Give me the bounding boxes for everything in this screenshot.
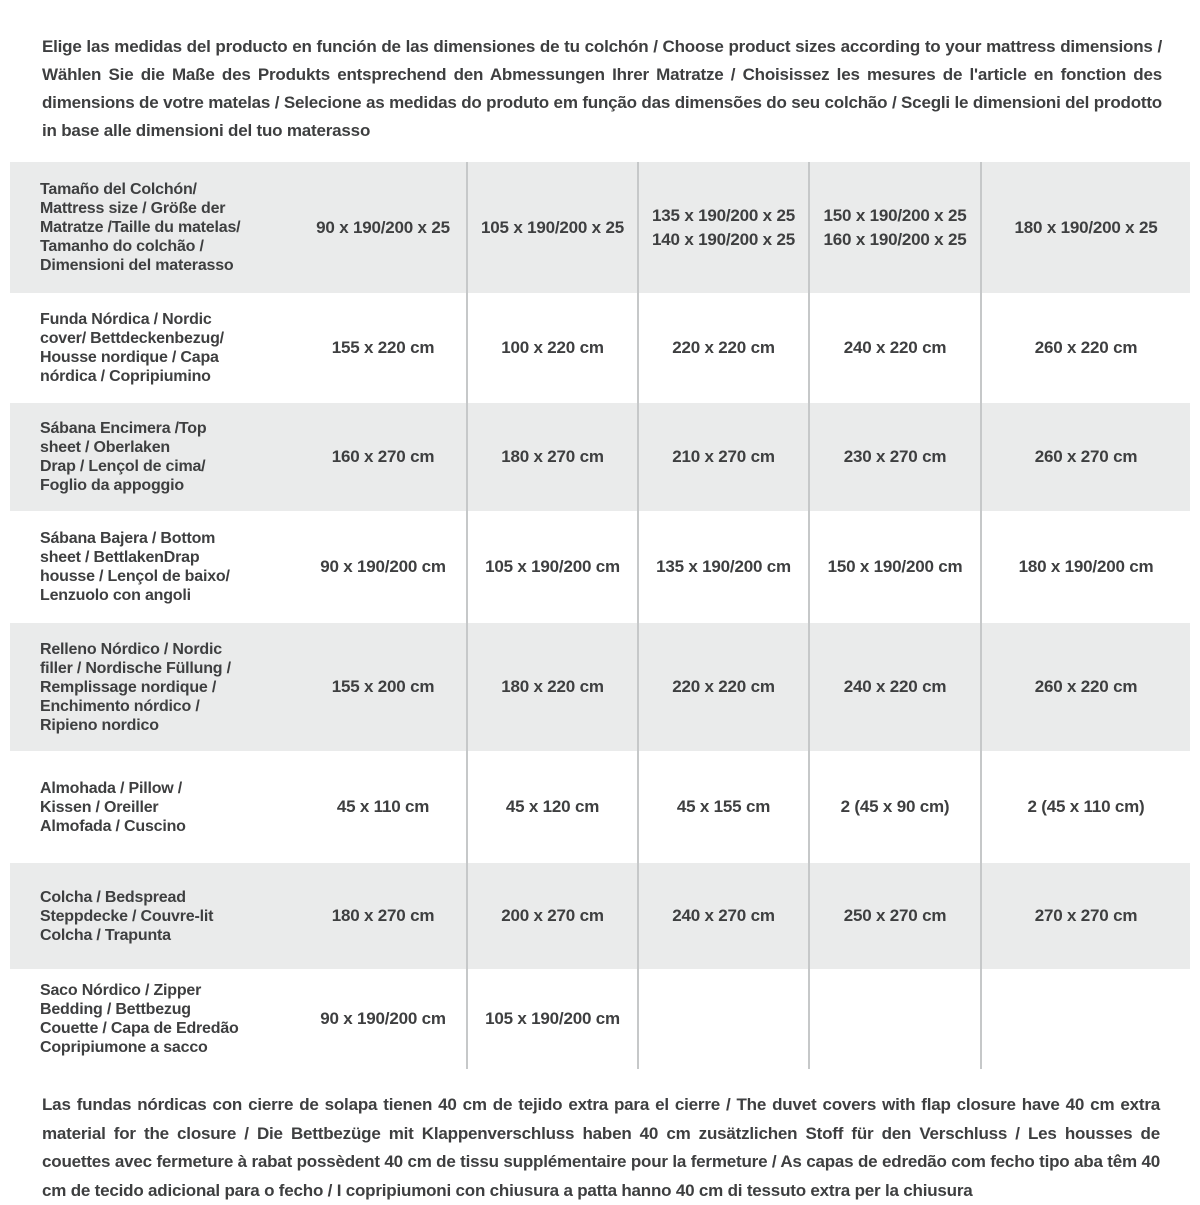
size-cell: 180 x 190/200 x 25 <box>980 162 1190 293</box>
size-cell: 260 x 270 cm <box>980 403 1190 511</box>
size-cell: 105 x 190/200 cm <box>466 969 637 1069</box>
size-cell: 260 x 220 cm <box>980 293 1190 403</box>
size-cell <box>808 969 980 1069</box>
table-row-nordic-cover <box>10 293 1190 403</box>
row-label: Almohada / Pillow / Kissen / Oreiller Almofada / Cuscino <box>40 779 186 835</box>
size-cell: 270 x 270 cm <box>980 863 1190 969</box>
size-cell: 155 x 220 cm <box>331 338 435 357</box>
footnote-text: Las fundas nórdicas con cierre de solapa tienen 40 cm de tejido extra para el cierre / The duvet covers with flap closure have 40 cm extra material for the closure / Die Bettbezüge mit Klappenverschluss haben 40 cm zusätzlichen Stoff für den Verschluss / Les housses de couettes avec fermeture à rabat possèdent 40 cm de tissu supplémentaire pour la fermeture / As capas de edredão com fecho tipo aba têm 40 cm de tecido adicional para o fecho / I copripiumoni con chiusura a patta hanno 40 cm di tessuto extra per la chiusura <box>42 1095 1160 1200</box>
size-cell: 90 x 190/200 cm <box>320 557 446 576</box>
size-cell: 200 x 270 cm <box>466 863 637 969</box>
table-row-top-sheet <box>10 403 1190 511</box>
row-label: Sábana Encimera /Top sheet / Oberlaken Drap / Lençol de cima/ Foglio da appoggio <box>40 420 207 494</box>
size-cell: 90 x 190/200 cm <box>320 1009 446 1028</box>
size-cell: 105 x 190/200 x 25 <box>466 162 637 293</box>
size-cell: 150 x 190/200 cm <box>808 511 980 623</box>
size-cell: 135 x 190/200 x 25 140 x 190/200 x 25 <box>637 162 808 293</box>
row-label: Funda Nórdica / Nordic cover/ Bettdeckenbezug/ Housse nordique / Capa nórdica / Copripiumino <box>40 311 224 385</box>
row-label: Saco Nórdico / Zipper Bedding / Bettbezug Couette / Capa de Edredão Copripiumone a sacco <box>40 982 239 1056</box>
size-cell: 150 x 190/200 x 25 160 x 190/200 x 25 <box>808 162 980 293</box>
size-table <box>10 162 1190 1069</box>
size-cell: 180 x 270 cm <box>331 906 435 925</box>
intro-text: Elige las medidas del producto en función de las dimensiones de tu colchón / Choose product sizes according to your mattress dimensions / Wählen Sie die Maße des Produkts entsprechend den Abmessungen Ihrer Matratze / Choisissez les mesures de l'article en fonction des dimensions de votre matelas / Selecione as medidas do produto em função das dimensões do seu colchão / Scegli le dimensioni del prodotto in base alle dimensioni del tuo materasso <box>42 37 1162 140</box>
size-cell: 105 x 190/200 cm <box>466 511 637 623</box>
table-row-nordic-filler <box>10 623 1190 751</box>
table-row-bottom-sheet <box>10 511 1190 623</box>
row-label: Tamaño del Colchón/ Mattress size / Größe der Matratze /Taille du matelas/ Tamanho do colchão / Dimensioni del materasso <box>40 181 241 274</box>
size-cell: 220 x 220 cm <box>637 623 808 751</box>
size-cell: 180 x 190/200 cm <box>980 511 1190 623</box>
table-row-zipper-bedding <box>10 969 1190 1069</box>
row-label: Colcha / Bedspread Steppdecke / Couvre-lit Colcha / Trapunta <box>40 888 214 944</box>
row-label: Relleno Nórdico / Nordic filler / Nordische Füllung / Remplissage nordique / Enchimento nórdico / Ripieno nordico <box>40 640 231 734</box>
table-row-pillow <box>10 751 1190 863</box>
size-cell: 210 x 270 cm <box>637 403 808 511</box>
size-cell: 230 x 270 cm <box>808 403 980 511</box>
size-cell: 220 x 220 cm <box>637 293 808 403</box>
row-label: Sábana Bajera / Bottom sheet / BettlakenDrap housse / Lençol de baixo/ Lenzuolo con angoli <box>40 530 230 604</box>
size-cell: 2 (45 x 90 cm) <box>808 751 980 863</box>
size-cell: 45 x 110 cm <box>336 797 430 816</box>
size-cell: 240 x 220 cm <box>808 293 980 403</box>
size-cell: 45 x 155 cm <box>637 751 808 863</box>
table-row-bedspread <box>10 863 1190 969</box>
size-cell: 180 x 270 cm <box>466 403 637 511</box>
size-cell: 135 x 190/200 cm <box>637 511 808 623</box>
size-cell: 100 x 220 cm <box>466 293 637 403</box>
size-cell: 240 x 270 cm <box>637 863 808 969</box>
size-cell: 180 x 220 cm <box>466 623 637 751</box>
table-row-mattress-size <box>10 162 1190 293</box>
size-cell: 240 x 220 cm <box>808 623 980 751</box>
size-cell: 160 x 270 cm <box>331 447 435 466</box>
size-cell: 2 (45 x 110 cm) <box>980 751 1190 863</box>
size-cell <box>980 969 1190 1069</box>
size-cell: 155 x 200 cm <box>331 677 435 696</box>
size-cell: 45 x 120 cm <box>466 751 637 863</box>
size-cell: 260 x 220 cm <box>980 623 1190 751</box>
size-cell: 250 x 270 cm <box>808 863 980 969</box>
size-cell: 90 x 190/200 x 25 <box>316 217 450 237</box>
size-cell <box>637 969 808 1069</box>
